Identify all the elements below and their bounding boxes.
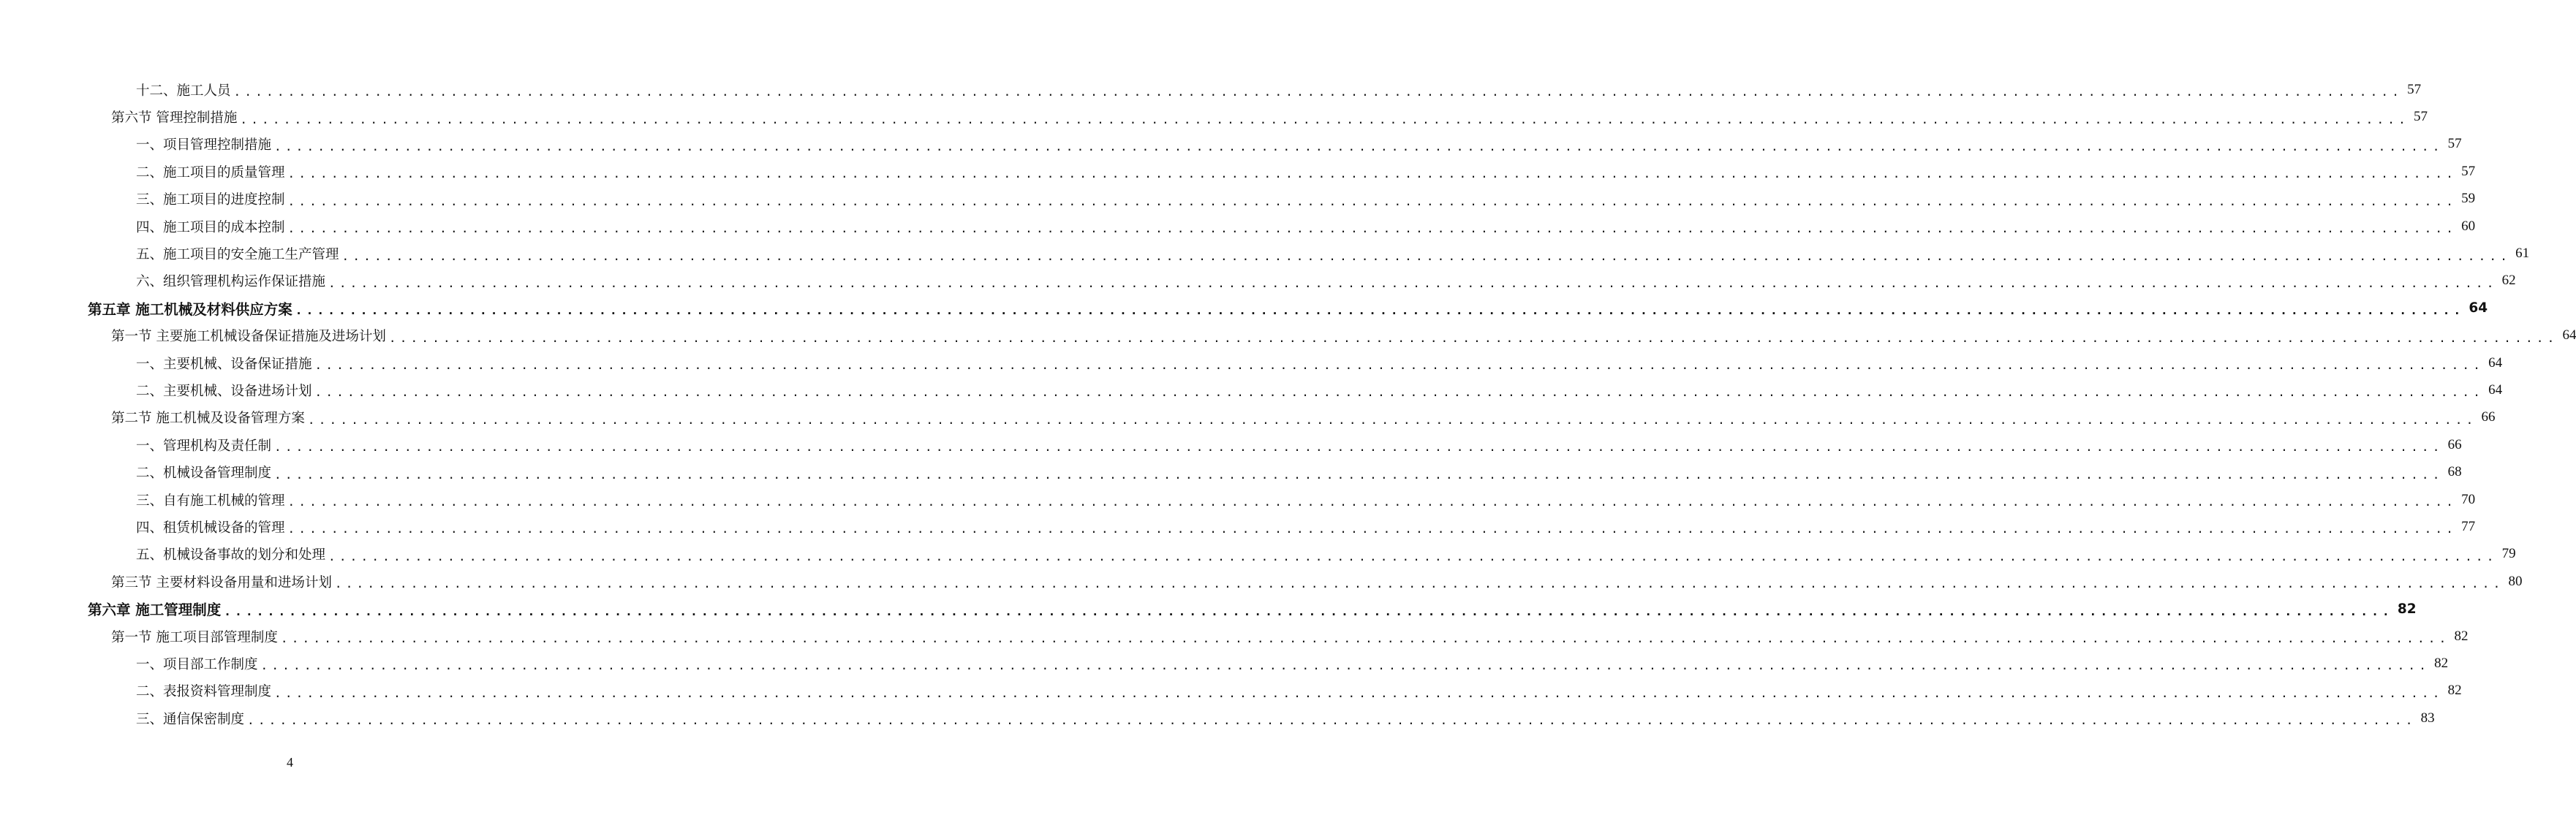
toc-entry[interactable] [0,76,2422,103]
dot-leader: ........................................................................................................................................................................................................ [287,221,2458,236]
toc-entry[interactable] [0,541,2516,568]
dot-leader: ........................................................................................................................................................................................................ [274,467,2444,482]
toc-entry-page: 57 [2409,109,2428,125]
toc-entry-page: 68 [2444,464,2462,480]
dot-leader: ........................................................................................................................................................................................................ [287,167,2458,181]
toc-entry[interactable] [0,650,2449,677]
dot-leader: ........................................................................................................................................................................................................ [280,631,2450,645]
toc-entry[interactable] [0,186,2476,213]
toc-entry[interactable] [0,458,2462,485]
dot-leader: ........................................................................................................................................................................................................ [328,549,2498,563]
toc-entry[interactable] [0,349,2503,376]
toc-entry-page: 83 [2417,710,2435,726]
dot-leader: ........................................................................................................................................................................................................ [328,276,2498,290]
toc-entry-page: 82 [2450,629,2468,645]
toc-entry-page: 57 [2457,164,2475,180]
dot-leader: ........................................................................................................................................................................................................ [307,412,2477,427]
toc-entry-page: 62 [2498,273,2516,289]
toc-entry-title: 三、施工项目的进度控制 [136,189,288,208]
dot-leader: ........................................................................................................................................................................................................ [240,112,2409,126]
toc-entry-title: 第三节 主要材料设备用量和进场计划 [111,572,335,591]
toc-entry[interactable] [0,240,2530,267]
dot-leader: ........................................................................................................................................................................................................ [287,495,2458,509]
toc-entry-title: 第二节 施工机械及设备管理方案 [111,408,308,427]
toc-entry-title: 二、机械设备管理制度 [136,463,274,482]
dot-leader: ........................................................................................................................................................................................................ [334,577,2504,591]
dot-leader: ........................................................................................................................................................................................................ [314,358,2485,373]
toc-entry[interactable] [0,376,2503,403]
toc-entry-title: 二、主要机械、设备进场计划 [136,381,315,400]
toc-entry-title: 二、表报资料管理制度 [136,681,274,700]
toc-entry[interactable] [0,623,2469,650]
toc-entry[interactable] [0,322,2576,349]
toc-entry-page: 64 [2484,382,2502,398]
toc-entry-title: 六、组织管理机构运作保证措施 [136,271,328,290]
toc-entry-title: 三、通信保密制度 [136,709,247,728]
toc-entry[interactable] [0,158,2476,185]
toc-entry-title: 一、主要机械、设备保证措施 [136,354,315,373]
toc-entry[interactable] [0,677,2462,705]
toc-entry-page: 60 [2457,219,2475,235]
toc-entry[interactable] [0,267,2516,295]
toc-entry-page: 61 [2511,246,2529,262]
toc-entry-title: 第六章 施工管理制度 [88,599,224,619]
table-of-contents [0,76,2576,732]
toc-entry-page: 70 [2457,492,2475,508]
toc-entry-page: 82 [2430,656,2448,672]
toc-entry-page: 66 [2477,409,2495,425]
toc-entry[interactable] [0,705,2435,732]
toc-entry-title: 十二、施工人员 [136,80,234,99]
toc-entry-title: 二、施工项目的质量管理 [136,162,288,181]
dot-leader: ........................................................................................................................................................................................................ [260,658,2430,673]
toc-entry-page: 64 [2558,327,2576,343]
toc-entry[interactable] [0,131,2462,158]
toc-entry-title: 第一节 主要施工机械设备保证措施及进场计划 [111,326,389,345]
toc-entry-page: 82 [2393,601,2417,617]
toc-entry-page: 82 [2444,683,2462,699]
toc-entry[interactable] [0,568,2523,595]
dot-leader: ........................................................................................................................................................................................................ [295,303,2465,318]
toc-entry-page: 57 [2444,136,2462,152]
toc-entry-page: 79 [2498,546,2516,562]
toc-entry[interactable] [0,513,2476,540]
toc-entry[interactable] [0,486,2476,513]
toc-entry-page: 77 [2457,519,2475,535]
dot-leader: ........................................................................................................................................................................................................ [247,713,2417,728]
toc-entry[interactable] [0,595,2417,622]
toc-entry-title: 一、项目部工作制度 [136,654,261,673]
toc-entry-page: 59 [2457,191,2475,207]
toc-entry[interactable] [0,103,2428,130]
toc-entry-page: 64 [2464,300,2488,316]
toc-entry-page: 80 [2504,574,2522,590]
toc-entry-title: 四、施工项目的成本控制 [136,217,288,236]
toc-entry-title: 四、租赁机械设备的管理 [136,517,288,536]
dot-leader: ........................................................................................................................................................................................................ [224,604,2393,618]
page-number: 4 [287,755,293,770]
toc-entry-title: 一、项目管理控制措施 [136,134,274,153]
toc-entry[interactable] [0,295,2488,322]
toc-entry-page: 66 [2444,437,2462,453]
toc-entry-title: 第一节 施工项目部管理制度 [111,627,281,646]
toc-entry-title: 第六节 管理控制措施 [111,107,240,126]
dot-leader: ........................................................................................................................................................................................................ [274,139,2444,153]
toc-entry-title: 第五章 施工机械及材料供应方案 [88,298,295,319]
toc-entry[interactable] [0,213,2476,240]
toc-entry-page: 57 [2403,82,2421,98]
dot-leader: ........................................................................................................................................................................................................ [287,194,2458,208]
dot-leader: ........................................................................................................................................................................................................ [314,385,2485,400]
dot-leader: ........................................................................................................................................................................................................ [341,248,2512,263]
toc-entry-page: 64 [2484,355,2502,371]
dot-leader: ........................................................................................................................................................................................................ [274,440,2444,455]
toc-entry[interactable] [0,404,2496,431]
toc-entry-title: 五、施工项目的安全施工生产管理 [136,244,342,263]
toc-entry-title: 一、管理机构及责任制 [136,436,274,455]
dot-leader: ........................................................................................................................................................................................................ [388,330,2558,345]
dot-leader: ........................................................................................................................................................................................................ [274,686,2444,700]
toc-entry[interactable] [0,431,2462,458]
toc-entry-title: 三、自有施工机械的管理 [136,490,288,509]
toc-entry-title: 五、机械设备事故的划分和处理 [136,544,328,563]
dot-leader: ........................................................................................................................................................................................................ [233,85,2403,99]
dot-leader: ........................................................................................................................................................................................................ [287,522,2458,536]
